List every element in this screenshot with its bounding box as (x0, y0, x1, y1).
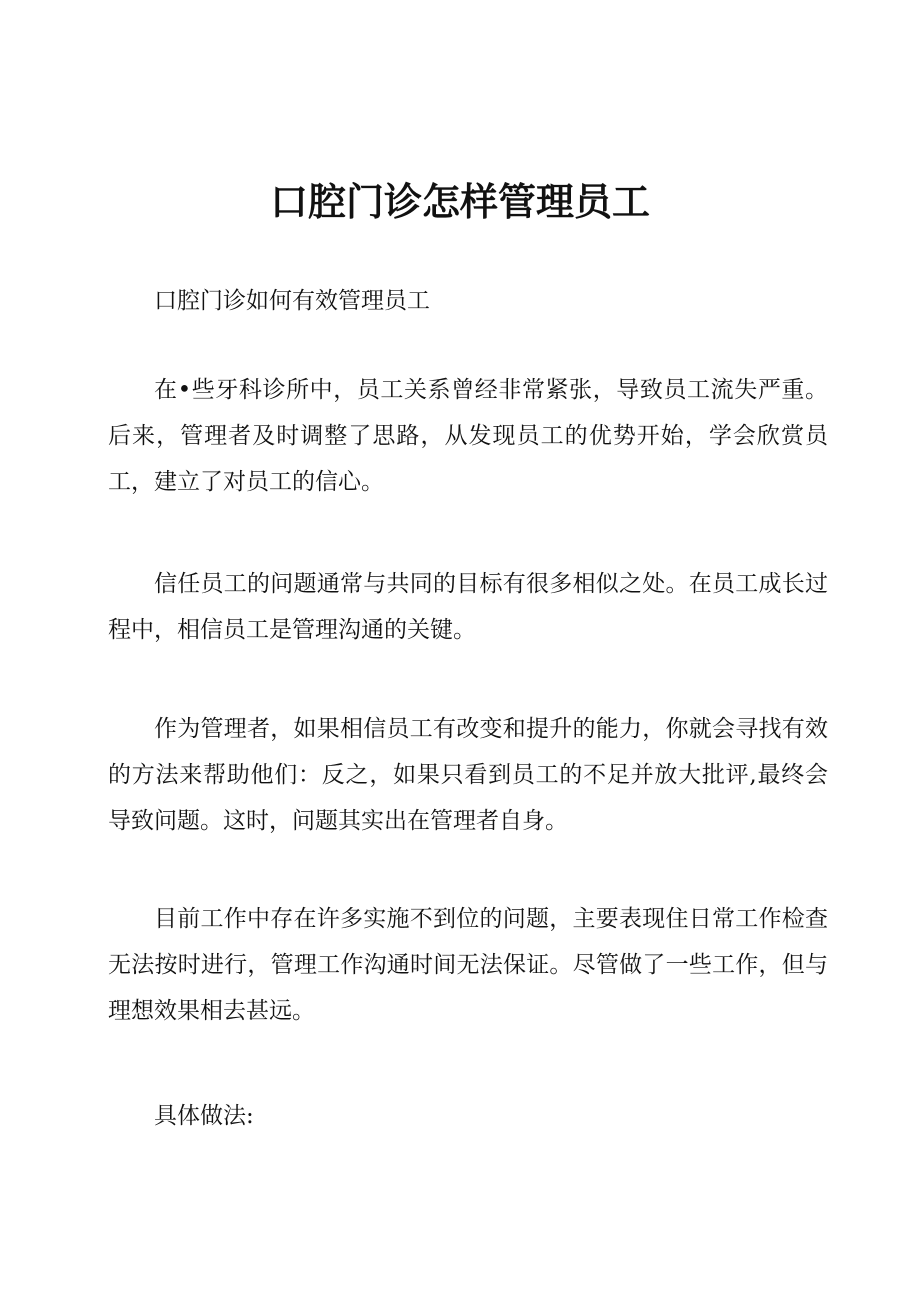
paragraph: 目前工作中存在许多实施不到位的问题，主要表现住日常工作检查无法按时进行，管理工作沟通时间无法保证。尽管做了一些工作，但与理想效果相去甚远。 (108, 906, 828, 1024)
paragraph: 信任员工的问题通常与共同的目标有很多相似之处。在员工成长过程中，相信员工是管理沟通的关键。 (108, 571, 828, 643)
paragraph-subtitle: 口腔门诊如何有效管理员工 (154, 288, 430, 314)
paragraph-heading: 具体做法: (154, 1103, 254, 1129)
document-title: 口腔门诊怎样管理员工 (269, 180, 650, 224)
paragraph: 在•些牙科诊所中，员工关系曾经非常紧张，导致员工流失严重。后来，管理者及时调整了思路，从发现员工的优势开始，学会欣赏员工，建立了对员工的信心。 (108, 377, 828, 495)
paragraph: 作为管理者，如果相信员工有改变和提升的能力，你就会寻找有效的方法来帮助他们：反之，如果只看到员工的不足并放大批评,最终会导致问题。这时，问题其实出在管理者自身。 (108, 716, 828, 834)
